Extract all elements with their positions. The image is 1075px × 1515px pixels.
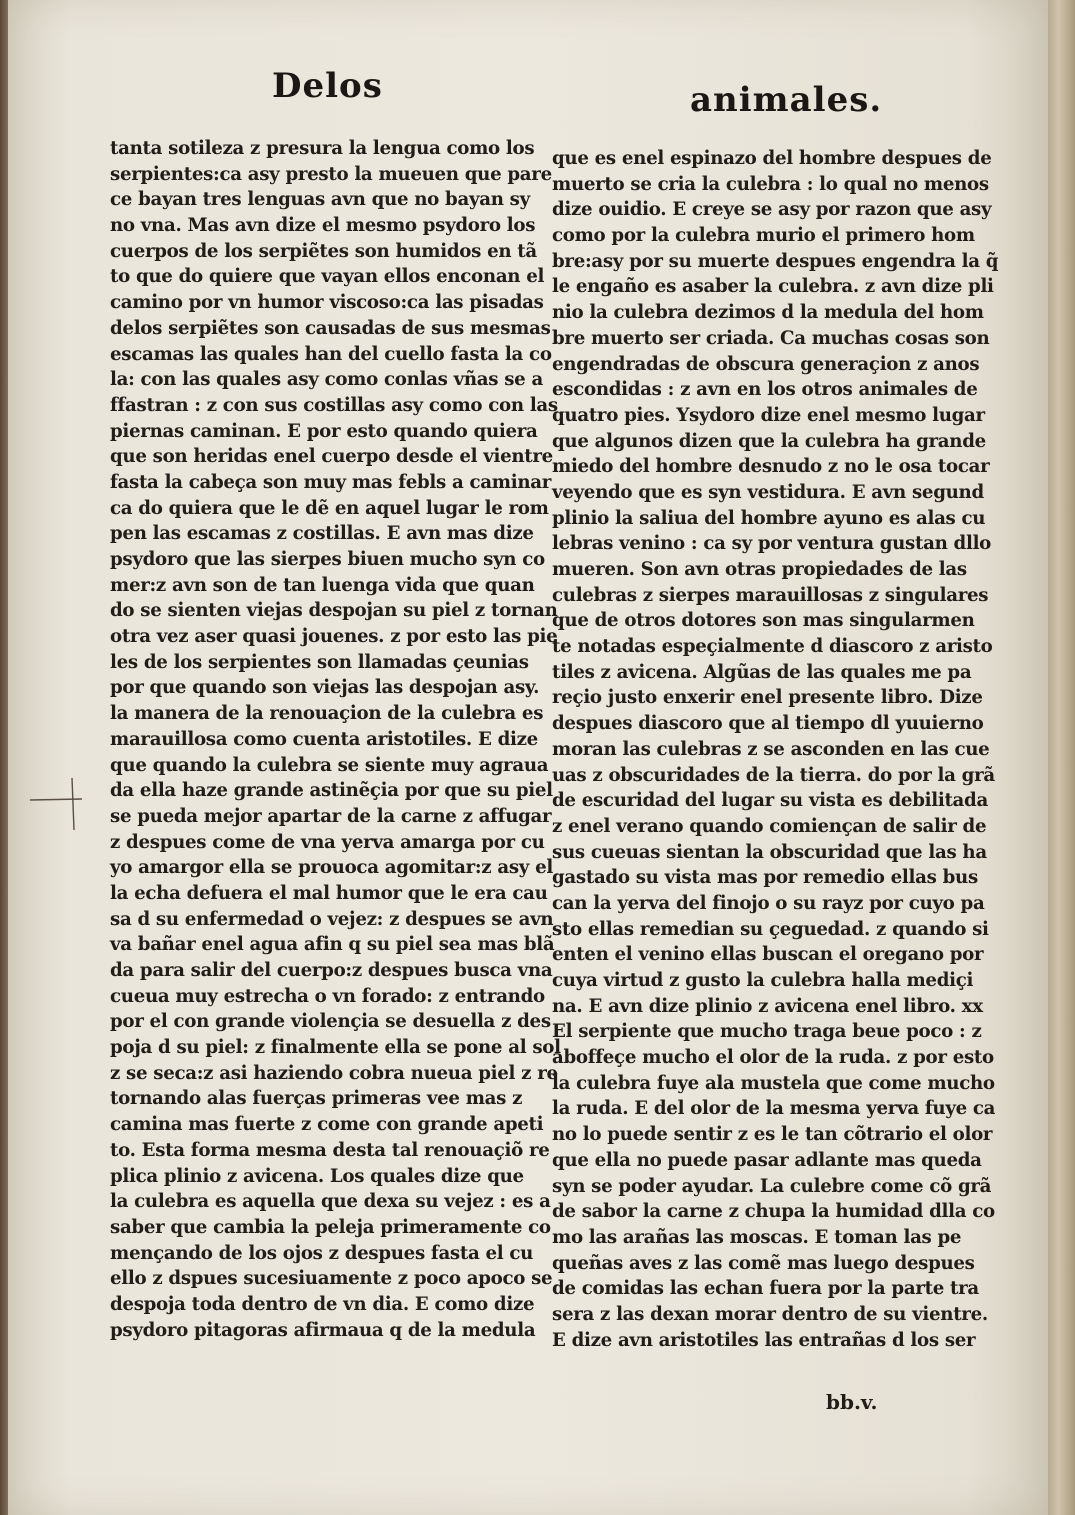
text-line: te notadas espeçialmente d diascoro z aristo [552,636,993,658]
text-line: mueren. Son avn otras propiedades de las [552,559,967,580]
text-line: psydoro pitagoras afirmaua q de la medula [110,1319,536,1341]
text-line: tornando alas fuerças primeras vee mas z [110,1088,523,1110]
text-line: piernas caminan. E por esto quando quiera [110,420,538,442]
text-line: do se sienten viejas despojan su piel z tornan [110,600,558,622]
text-line: que son heridas enel cuerpo desde el vientre [110,446,553,468]
text-line: escamas las quales han del cuello fasta la co [110,343,552,365]
text-line: mer:z avn son de tan luenga vida que quan [110,574,535,596]
text-line: z despues come de vna yerva amarga por cu [110,831,545,853]
running-head-left: Delos [272,66,383,106]
running-head-right: animales. [690,80,883,120]
text-line: uas z obscuridades de la tierra. do por la grã [552,764,995,786]
text-line: sus cueuas sientan la obscuridad que las ha [552,841,987,863]
text-line: sto ellas remedian su çeguedad. z quando si [552,918,989,940]
text-line: reçio justo enxerir enel presente libro. Dize [552,687,983,709]
text-line: la culebra es aquella que dexa su vejez : es a [110,1191,551,1213]
text-line: enten el venino ellas buscan el oregano por [552,944,984,966]
text-line: z se seca:z asi haziendo cobra nueua piel z re [110,1062,558,1084]
text-line: despoja toda dentro de vn dia. E como dize [110,1293,535,1315]
text-line: por el con grande violençia se desuella z des [110,1011,551,1033]
text-line: no lo puede sentir z es le tan cõtrario el olor [552,1124,993,1146]
text-line: pen las escamas z costillas. E avn mas dize [110,523,534,545]
text-line: syn se poder ayudar. La culebre come cõ grã [552,1175,992,1197]
text-line: la: con las quales asy como conlas vñas se a [110,369,543,391]
text-column-right [552,146,999,1353]
text-line: que de otros dotores son mas singularmen [552,610,975,632]
text-line: cuerpos de los serpiẽtes son humidos en tã [110,240,537,262]
text-line: z enel verano quando comiençan de salir de [552,815,987,837]
text-line: sa d su enfermedad o vejez: z despues se avn [110,908,554,930]
margin-cross-mark [28,772,84,832]
text-line: da ella haze grande astinẽçia por que su piel [110,780,553,802]
text-line: culebras z sierpes marauillosas z singulares [552,584,989,606]
text-line: to. Esta forma mesma desta tal renouaçiõ re [110,1139,550,1161]
text-line: queñas aves z las comẽ mas luego despues [552,1252,975,1274]
text-line: gastado su vista mas por remedio ellas bus [552,867,978,889]
text-line: que es enel espinazo del hombre despues de [552,148,992,169]
text-line: aboffeçe mucho el olor de la ruda. z por esto [552,1047,994,1069]
text-column-left [110,136,561,1343]
text-line: camina mas fuerte z come con grande apeti [110,1114,544,1136]
text-line: yo amargor ella se prouoca agomitar:z asy el [110,857,553,879]
text-line: escondidas : z avn en los otros animales de [552,379,978,401]
text-line: na. E avn dize plinio z avicena enel libro. xx [552,995,983,1017]
text-line: de sabor la carne z chupa la humidad dlla co [552,1201,995,1223]
text-line: ce bayan tres lenguas avn que no bayan sy [110,189,530,211]
text-line: de escuridad del lugar su vista es debilitada [552,790,988,812]
text-line: marauillosa como cuenta aristotiles. E dize [110,728,538,750]
text-line: que algunos dizen que la culebra ha grande [552,430,986,452]
text-line: la ruda. E del olor de la mesma yerva fuye ca [552,1098,996,1120]
text-line: da para salir del cuerpo:z despues busca vna [110,960,553,981]
text-line: va bañar enel agua afin q su piel sea mas blã [110,934,555,956]
text-line: engendradas de obscura generaçion z anos [552,353,980,375]
text-line: miedo del hombre desnudo z no le osa tocar [552,456,990,478]
text-line: ello z dspues sucesiuamente z poco apoco se [110,1268,553,1290]
text-line: ca do quiera que le dẽ en aquel lugar le rom [110,497,549,519]
text-line: ffastran : z con sus costillas asy como con las [110,394,558,416]
text-line: como por la culebra murio el primero hom [552,225,975,247]
text-line: que ella no puede pasar adlante mas queda [552,1149,982,1171]
text-line: de comidas las echan fuera por la parte tra [552,1278,979,1300]
text-line: les de los serpientes son llamadas çeunias [110,651,529,673]
text-line: que quando la culebra se siente muy agraua [110,754,549,776]
text-line: bre:asy por su muerte despues engendra la q̃ [552,250,999,272]
text-line: despues diascoro que al tiempo dl yuuierno [552,713,984,735]
text-line: plinio la saliua del hombre ayuno es alas cu [552,507,986,529]
text-line: otra vez aser quasi jouenes. z por esto las pie [110,626,558,648]
text-line: saber que cambia la peleja primeramente co [110,1216,551,1238]
text-line: plica plinio z avicena. Los quales dize que [110,1165,524,1187]
text-line: veyendo que es syn vestidura. E avn segund [552,481,984,503]
text-line: mo las arañas las moscas. E toman las pe [552,1226,962,1248]
text-line: cueua muy estrecha o vn forado: z entrando [110,985,545,1007]
text-line: por que quando son viejas las despojan asy. [110,677,540,699]
text-line: tanta sotileza z presura la lengua como los [110,138,535,159]
text-line: le engaño es asaber la culebra. z avn dize pli [552,276,994,298]
text-line: dize ouidio. E creye se asy por razon que asy [552,199,992,221]
text-line: la manera de la renouaçion de la culebra es [110,703,544,725]
text-line: se pueda mejor apartar de la carne z affugar [110,805,552,827]
text-line: mençando de los ojos z despues fasta el cu [110,1242,534,1264]
text-line: la echa defuera el mal humor que le era cau [110,882,548,904]
text-line: E dize avn aristotiles las entrañas d los ser [552,1329,976,1351]
text-line: fasta la cabeça son muy mas febls a caminar [110,471,552,493]
text-line: la culebra fuye ala mustela que come mucho [552,1072,995,1094]
text-line: quatro pies. Ysydoro dize enel mesmo lugar [552,404,985,426]
page-edge [1048,0,1075,1515]
text-line: psydoro que las sierpes biuen mucho syn co [110,549,545,570]
text-line: no vna. Mas avn dize el mesmo psydoro los [110,215,536,237]
text-line: bre muerto ser criada. Ca muchas cosas son [552,327,990,349]
text-line: camino por vn humor viscoso:ca las pisadas [110,292,544,314]
text-line: lebras venino : ca sy por ventura gustan dllo [552,533,992,555]
text-line: serpientes:ca asy presto la mueuen que pare [110,163,552,185]
text-line: El serpiente que mucho traga beue poco : z [552,1021,982,1043]
text-line: delos serpiẽtes son causadas de sus mesmas [110,317,551,339]
text-line: can la yerva del finojo o su rayz por cuyo pa [552,892,985,914]
signature-mark: bb.v. [826,1390,878,1414]
text-line: to que do quiere que vayan ellos enconan el [110,266,545,288]
text-line: poja d su piel: z finalmente ella se pone al sol [110,1037,561,1059]
text-line: nio la culebra dezimos d la medula del hom [552,302,984,324]
text-line: muerto se cria la culebra : lo qual no menos [552,173,989,195]
text-line: tiles z avicena. Algũas de las quales me pa [552,661,972,683]
text-line: cuya virtud z gusto la culebra halla mediçi [552,970,974,991]
text-line: sera z las dexan morar dentro de su vientre. [552,1303,988,1325]
text-line: moran las culebras z se asconden en las cue [552,738,990,760]
